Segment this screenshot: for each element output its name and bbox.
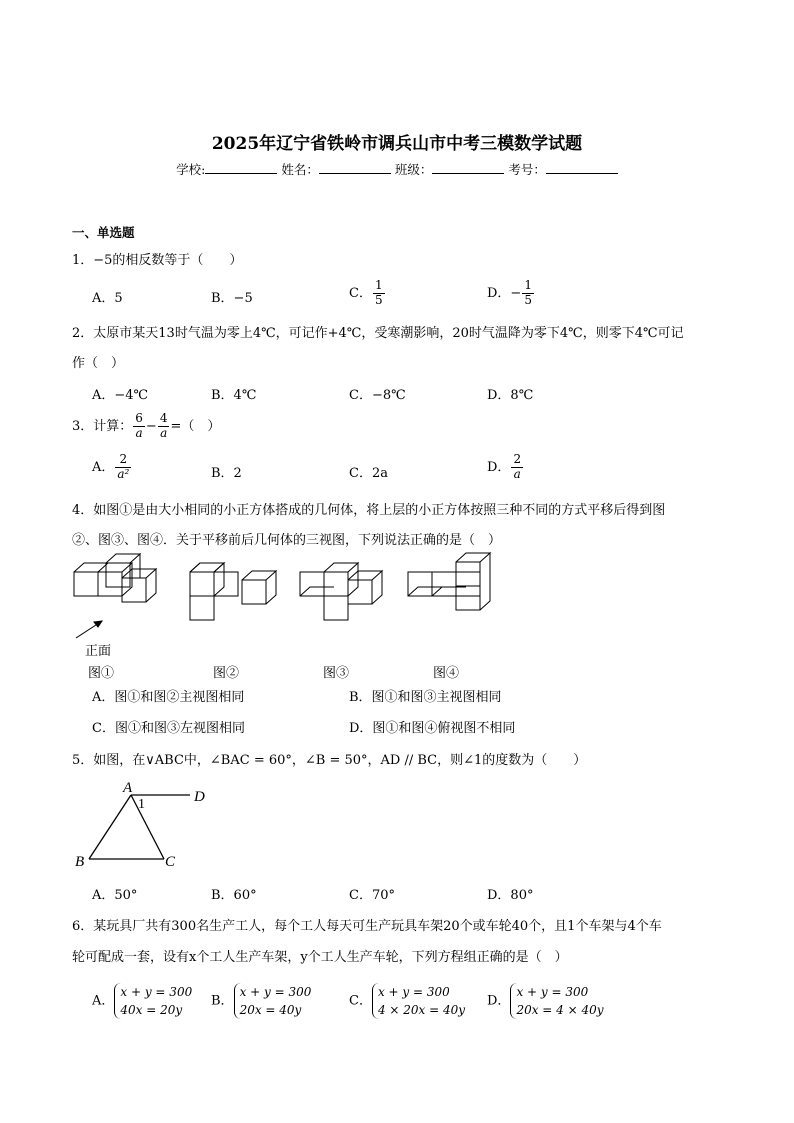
question-1-stem: 1．−5的相反数等于（ ） xyxy=(72,253,243,268)
q6-d-system: x + y = 300 20x = 4 × 40y xyxy=(510,983,603,1019)
question-4-line1: 4．如图①是由大小相同的小正方体搭成的几何体，将上层的小正方体按照三种不同的方式平移后得到图 xyxy=(72,503,666,518)
q3-fraction-2: $\frac{4}{a}$ xyxy=(159,411,168,440)
q6-d-label: D． xyxy=(487,993,511,1009)
q1-option-b[interactable]: B．−5 xyxy=(211,291,253,306)
question-5-stem: 5．如图，在∨ABC中，∠BAC = 60°，∠B = 50°，AD // BC，则∠1的度数为（ ） xyxy=(72,753,587,768)
q5-option-c[interactable]: C．70° xyxy=(349,888,395,903)
label-b: B xyxy=(75,854,85,870)
q4-option-b[interactable]: B．图①和图③主视图相同 xyxy=(349,690,502,705)
q6-a-system: x + y = 300 40x = 20y xyxy=(114,983,192,1019)
q2-option-d[interactable]: D．8℃ xyxy=(487,388,534,403)
q6-option-d[interactable] xyxy=(487,983,604,1019)
question-4-line2: ②、图③、图④．关于平移前后几何体的三视图，下列说法正确的是（ ） xyxy=(72,533,502,548)
exam-no-blank[interactable] xyxy=(546,162,618,174)
label-a: A xyxy=(123,780,133,796)
q1-c-fraction: $\frac{1}{5}$ xyxy=(374,278,383,307)
q3-a-label: A． xyxy=(92,459,115,475)
q4-option-c[interactable]: C．图①和图③左视图相同 xyxy=(92,721,245,736)
label-c: C xyxy=(165,854,176,870)
q6-option-a[interactable] xyxy=(92,983,192,1019)
name-blank[interactable] xyxy=(319,162,391,174)
q3-a-fraction: $\frac{2}{\text{a²}}$ xyxy=(117,452,130,481)
q3-option-c[interactable]: C．2a xyxy=(349,466,388,481)
front-label: 正面 xyxy=(85,644,112,659)
q4-option-d[interactable]: D．图①和图④俯视图不相同 xyxy=(349,721,516,736)
name-label: 姓名： xyxy=(281,162,319,177)
class-label: 班级： xyxy=(394,162,433,177)
q1-c-label: C． xyxy=(349,285,372,301)
q5-triangle-diagram xyxy=(70,775,220,875)
question-2-line1: 2．太原市某天13时气温为零上4℃，可记作+4℃，受寒潮影响，20时气温降为零下4℃，则零下4℃可记 xyxy=(72,326,684,341)
side-ab xyxy=(89,795,131,859)
figure-4-caption: 图④ xyxy=(433,666,460,681)
figure-4-cubes xyxy=(408,553,490,610)
q1-d-label: D．− xyxy=(487,285,522,301)
figure-3-caption: 图③ xyxy=(323,666,350,681)
question-6-line1: 6．某玩具厂共有300名生产工人，每个工人每天可生产玩具车架20个或车轮40个，且1个车架与4个车 xyxy=(72,919,662,934)
q6-c-label: C． xyxy=(349,993,372,1009)
q1-option-c[interactable] xyxy=(349,279,386,308)
school-blank[interactable] xyxy=(205,162,277,174)
q1-option-d[interactable] xyxy=(487,279,535,308)
exam-no-label: 考号： xyxy=(508,162,546,177)
q3-prefix: 3．计算： xyxy=(72,418,133,434)
student-info-line xyxy=(0,160,794,178)
q3-option-d[interactable] xyxy=(487,453,524,482)
q4-cube-figures xyxy=(66,548,506,660)
q6-b-system: x + y = 300 20x = 40y xyxy=(234,983,312,1019)
question-2-line2: 作（ ） xyxy=(72,356,125,371)
page-title: 2025年辽宁省铁岭市调兵山市中考三模数学试题 xyxy=(211,134,583,154)
q6-c-system: x + y = 300 4 × 20x = 40y xyxy=(372,983,465,1019)
class-blank[interactable] xyxy=(432,162,504,174)
figure-2-caption: 图② xyxy=(213,666,240,681)
label-d: D xyxy=(194,789,205,805)
figure-3-cubes xyxy=(300,563,382,620)
q3-minus: − xyxy=(145,418,157,434)
q3-d-fraction: $\frac{2}{a}$ xyxy=(513,452,522,481)
q2-option-b[interactable]: B．4℃ xyxy=(211,388,257,403)
q6-b-label: B． xyxy=(211,993,234,1009)
q6-a-label: A． xyxy=(92,993,115,1009)
figure-2-cubes xyxy=(190,563,276,620)
q3-d-label: D． xyxy=(487,459,511,475)
q3-fraction-1: $\frac{6}{a}$ xyxy=(135,411,143,440)
q5-option-b[interactable]: B．60° xyxy=(211,888,257,903)
q2-option-a[interactable]: A．−4℃ xyxy=(92,388,149,403)
q3-suffix: =（ ） xyxy=(170,418,221,434)
q3-option-a[interactable] xyxy=(92,453,132,482)
q5-option-a[interactable]: A．50° xyxy=(92,888,138,903)
school-label: 学校: xyxy=(176,162,206,177)
q3-option-b[interactable]: B．2 xyxy=(211,466,242,481)
q4-option-a[interactable]: A．图①和图②主视图相同 xyxy=(92,690,245,705)
section-heading: 一、单选题 xyxy=(72,225,135,240)
angle-1-label: 1 xyxy=(138,797,145,812)
figure-1-caption: 图① xyxy=(88,666,115,681)
q1-d-fraction: $\frac{1}{5}$ xyxy=(524,278,532,307)
side-ac xyxy=(131,795,164,859)
q5-option-d[interactable]: D．80° xyxy=(487,888,534,903)
q1-option-a[interactable]: A．5 xyxy=(92,291,123,306)
figure-1-cubes xyxy=(74,554,156,602)
q2-option-c[interactable]: C．−8℃ xyxy=(349,388,406,403)
question-6-line2: 轮可配成一套，设有x个工人生产车架，y个工人生产车轮，下列方程组正确的是（ ） xyxy=(72,950,568,965)
question-3-stem xyxy=(72,412,220,441)
q6-option-b[interactable] xyxy=(211,983,311,1019)
q6-option-c[interactable] xyxy=(349,983,465,1019)
